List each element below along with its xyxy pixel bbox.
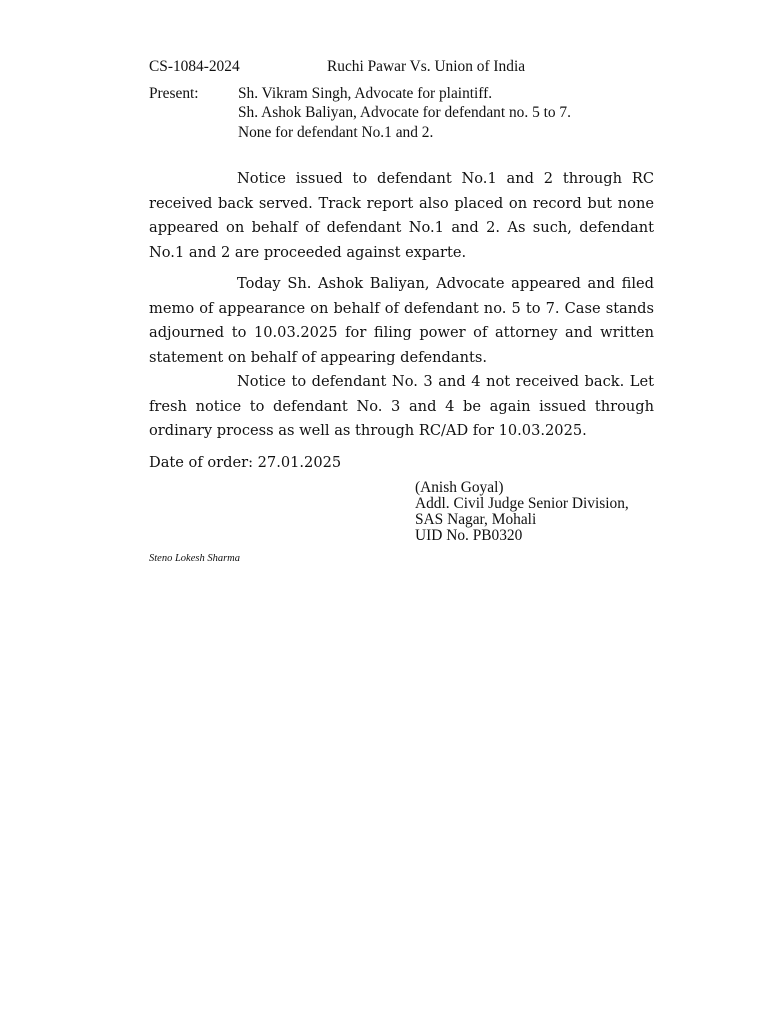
signatory-location: SAS Nagar, Mohali <box>415 511 537 528</box>
signatory-name: (Anish Goyal) <box>415 479 504 496</box>
present-line-defendant-1-2: None for defendant No.1 and 2. <box>238 124 434 141</box>
signatory-designation: Addl. Civil Judge Senior Division, <box>415 495 629 512</box>
case-number: CS-1084-2024 <box>149 58 240 75</box>
order-date: Date of order: 27.01.2025 <box>149 454 342 471</box>
present-label: Present: <box>149 85 199 102</box>
signatory-uid: UID No. PB0320 <box>415 527 523 544</box>
order-paragraph-3: Notice to defendant No. 3 and 4 not received back. Let fresh notice to defendant No. 3 and 4 be again issued through ordinary process as well as through RC/AD for 10.03.2025. <box>149 373 654 440</box>
case-title: Ruchi Pawar Vs. Union of India <box>327 58 526 75</box>
steno-name: Steno Lokesh Sharma <box>149 553 240 564</box>
order-paragraph-2: Today Sh. Ashok Baliyan, Advocate appeared and filed memo of appearance on behalf of defendant no. 5 to 7. Case stands adjourned to 10.03.2025 for filing power of attorney and written statement on behalf of appearing defendants. <box>149 275 654 366</box>
present-line-plaintiff: Sh. Vikram Singh, Advocate for plaintiff. <box>238 85 493 102</box>
order-paragraph-1: Notice issued to defendant No.1 and 2 through RC received back served. Track report also placed on record but none appeared on behalf of defendant No.1 and 2. As such, defendant No.1 and 2 are proceeded against exparte. <box>149 170 654 261</box>
present-line-defendant-5-7: Sh. Ashok Baliyan, Advocate for defendant no. 5 to 7. <box>238 104 571 121</box>
